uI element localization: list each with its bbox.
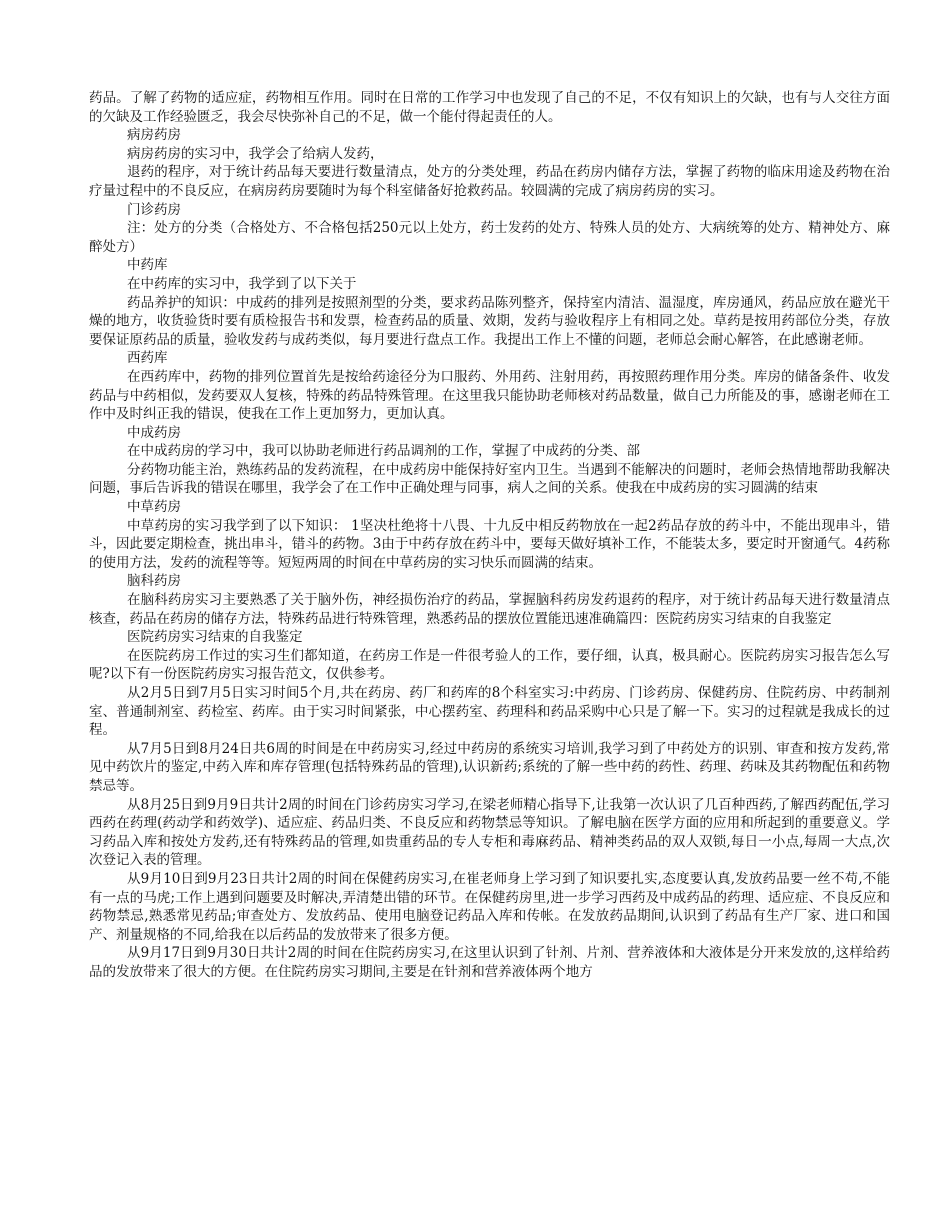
section-heading: 门诊药房 [127,201,181,218]
body-paragraph: 药品。了解了药物的适应症，药物相互作用。同时在日常的工作学习中也发现了自己的不足，不仅有知识上的欠缺，也有与人交往方面的欠缺及工作经验匮乏，我会尽快弥补自己的不足，做一个能付得起责任的人。 [89,90,890,125]
section-heading: 病房药房 [127,127,181,144]
body-paragraph: 注：处方的分类（合格处方、不合格包括250元以上处方，药士发药的处方、特殊人员的处方、大病统筹的处方、精神处方、麻醉处方） [89,220,890,255]
body-paragraph: 从9月17日到9月30日共计2周的时间在住院药房实习,在这里认识到了针剂、片剂、营养液体和大液体是分开来发放的,这样给药品的发放带来了很大的方便。在住院药房实习期间,主要是在针剂和营养液体两个地方 [89,945,890,980]
body-paragraph: 从9月10日到9月23日共计2周的时间在保健药房实习,在崔老师身上学习到了知识要扎实,态度要认真,发放药品要一丝不苟,不能有一点的马虎;工作上遇到问题要及时解决,弄清楚出错的环节。在保健药房里,进一步学习西药及中成药品的药理、适应症、不良反应和药物禁忌,熟悉常见药品;审查处方、发放药品、使用电脑登记药品入库和传帐。在发放药品期间,认识到了药品有生产厂家、进口和国产、剂量规格的不同,给我在以后药品的发放带来了很多方便。 [89,870,890,943]
body-paragraph: 在中成药房的学习中，我可以协助老师进行药品调剂的工作，掌握了中成药的分类、部 [127,443,640,460]
section-heading: 西药库 [127,350,168,367]
body-paragraph: 中草药房的实习我学到了以下知识： 1坚决杜绝将十八畏、十九反中相反药物放在一起2药品存放的药斗中，不能出现串斗，错斗，因此要定期检查，挑出串斗，错斗的药物。3由于中药存放在药斗中，要每天做好填补工作，不能装太多，要定时开窗通气。4药称的使用方法，发药的流程等等。短短两周的时间在中草药房的实习快乐而圆满的结束。 [89,517,890,571]
body-paragraph: 在中药库的实习中，我学到了以下关于 [127,275,357,292]
body-paragraph: 从2月5日到7月5日实习时间5个月,共在药房、药厂和药库的8个科室实习:中药房、门诊药房、保健药房、住院药房、中药制剂室、普通制剂室、药检室、药库。由于实习时间紧张，中心摆药室、药理科和药品采购中心只是了解一下。实习的过程就是我成长的过程。 [89,685,890,739]
section-heading: 中药库 [127,257,168,274]
body-paragraph: 在脑科药房实习主要熟悉了关于脑外伤，神经损伤治疗的药品，掌握脑科药房发药退药的程序，对于统计药品每天进行数量清点核查，药品在药房的储存方法，特殊药品进行特殊管理，熟悉药品的摆放位置能迅速准确篇四：医院药房实习结束的自我鉴定 [89,592,890,627]
section-heading: 医院药房实习结束的自我鉴定 [127,629,303,646]
body-paragraph: 药品养护的知识：中成药的排列是按照剂型的分类，要求药品陈列整齐，保持室内清洁、温湿度，库房通风，药品应放在避光干燥的地方，收货验货时要有质检报告书和发票，检查药品的质量、效期，发药与验收程序上有相同之处。草药是按用药部位分类，存放要保证原药品的质量，验收发药与成药类似，每月要进行盘点工作。我提出工作上不懂的问题，老师总会耐心解答，在此感谢老师。 [89,294,890,348]
body-paragraph: 病房药房的实习中，我学会了给病人发药， [127,145,384,162]
body-paragraph: 退药的程序，对于统计药品每天要进行数量清点，处方的分类处理，药品在药房内储存方法，掌握了药物的临床用途及药物在治疗量过程中的不良反应，在病房药房要随时为每个科室储备好抢救药品。较圆满的完成了病房药房的实习。 [89,164,890,199]
section-heading: 中草药房 [127,499,181,516]
body-paragraph: 从8月25日到9月9日共计2周的时间在门诊药房实习学习,在梁老师精心指导下,让我第一次认识了几百种西药,了解西药配伍,学习西药在药理(药动学和药效学)、适应症、药品归类、不良反应和药物禁忌等知识。了解电脑在医学方面的应用和所起到的重要意义。学习药品入库和按处方发药,还有特殊药品的管理,如贵重药品的专人专柜和毒麻药品、精神类药品的双人双锁,每日一小点,每周一大点,次次登记入表的管理。 [89,796,890,869]
section-heading: 中成药房 [127,424,181,441]
body-paragraph: 在医院药房工作过的实习生们都知道，在药房工作是一件很考验人的工作，要仔细，认真，极具耐心。医院药房实习报告怎么写呢?以下有一份医院药房实习报告范文，仅供参考。 [89,647,890,683]
section-heading: 脑科药房 [127,573,181,590]
body-paragraph: 从7月5日到8月24日共6周的时间是在中药房实习,经过中药房的系统实习培训,我学习到了中药处方的识别、审查和按方发药,常见中药饮片的鉴定,中药入库和库存管理(包括特殊药品的管理),认识新药;系统的了解一些中药的药性、药理、药味及其药物配伍和药物禁忌等。 [89,740,890,794]
body-paragraph: 分药物功能主治，熟练药品的发药流程，在中成药房中能保持好室内卫生。当遇到不能解决的问题时，老师会热情地帮助我解决问题，事后告诉我的错误在哪里，我学会了在工作中正确处理与同事，病人之间的关系。使我在中成药房的实习圆满的结束 [89,461,890,497]
body-paragraph: 在西药库中，药物的排列位置首先是按给药途径分为口服药、外用药、注射用药，再按照药理作用分类。库房的储备条件、收发药品与中药相似，发药要双人复核，特殊的药品特殊管理。在这里我只能协助老师核对药品数量，做自己力所能及的事，感谢老师在工作中及时纠正我的错误，使我在工作上更加努力，更加认真。 [89,368,890,423]
